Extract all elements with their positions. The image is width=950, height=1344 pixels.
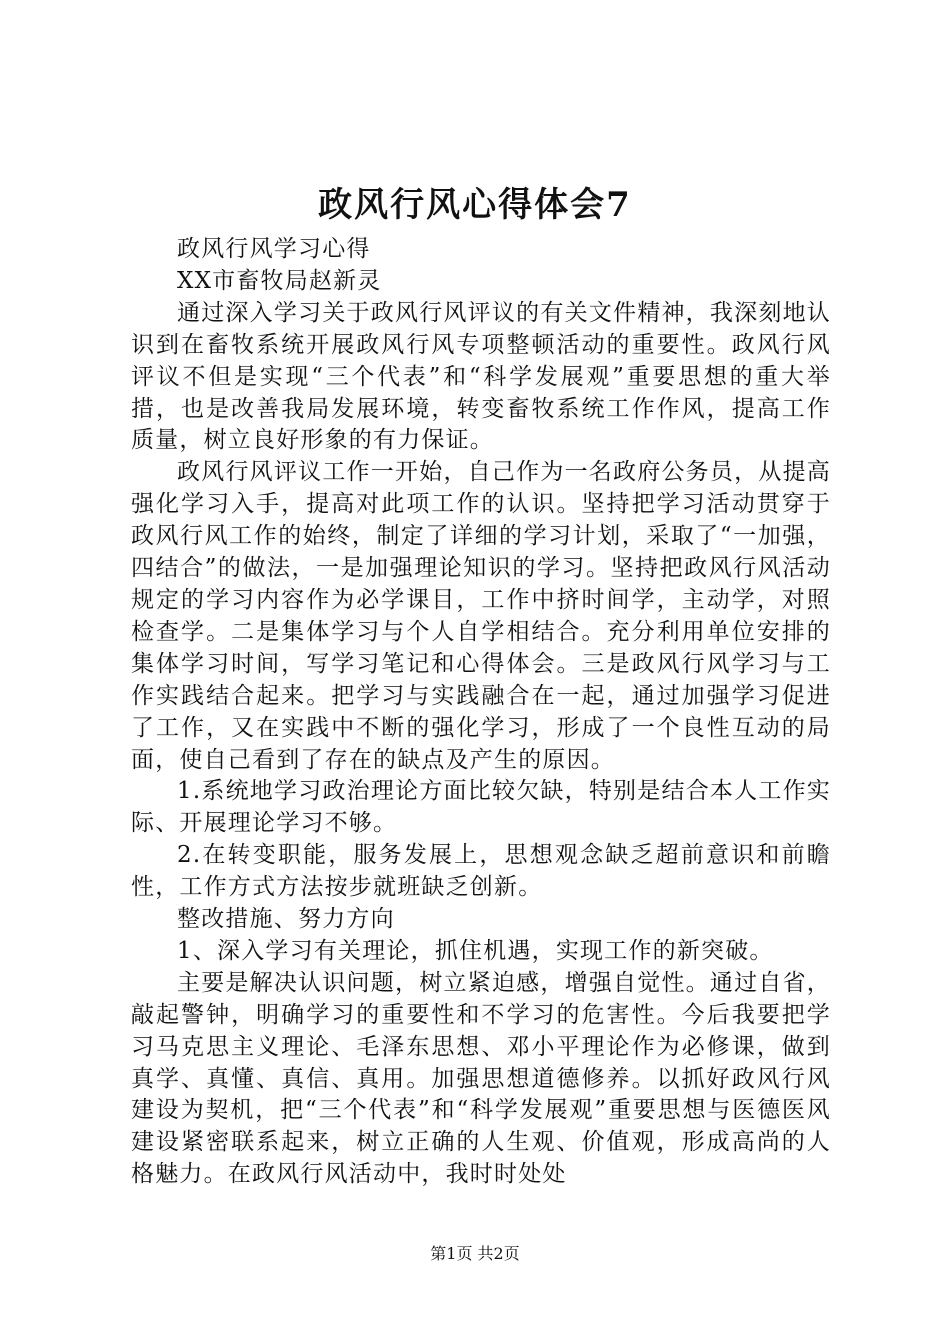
section-heading: 整改措施、努力方向 xyxy=(177,906,395,933)
section-heading: 政风行风学习心得 xyxy=(177,236,371,262)
body-paragraph: 主要是解决认识问题，树立紧迫感，增强自觉性。通过自省，敲起警钟，明确学习的重要性和不学习的危害性。今后我要把学习马克思主义理论、毛泽东思想、邓小平理论作为必修课，做到真学、真懂、真信、真用。加强思想道德修养。以抓好政风行风建设为契机，把“三个代表”和“科学发展观”重要思想与医德医风建设紧密联系起来，树立正确的人生观、价值观，形成高尚的人格魅力。在政风行风活动中，我时时处处 xyxy=(131,969,831,1188)
list-item: 1、深入学习有关理论，抓住机遇，实现工作的新突破。 xyxy=(177,937,774,964)
list-item: 2.在转变职能，服务发展上，思想观念缺乏超前意识和前瞻性，工作方式方法按步就班缺乏创新。 xyxy=(131,842,831,901)
document-body xyxy=(131,234,831,1191)
document-title: 政风行风心得体会7 xyxy=(318,185,632,225)
author-line: XX市畜牧局赵新灵 xyxy=(177,267,382,294)
body-paragraph: 政风行风评议工作一开始，自己作为一名政府公务员，从提高强化学习入手，提高对此项工作的认识。坚持把学习活动贯穿于政风行风工作的始终，制定了详细的学习计划，采取了“一加强，四结合”的做法，一是加强理论知识的学习。坚持把政风行风活动规定的学习内容作为必学课目，工作中挤时间学，主动学，对照检查学。二是集体学习与个人自学相结合。充分利用单位安排的集体学习时间，写学习笔记和心得体会。三是政风行风学习与工作实践结合起来。把学习与实践融合在一起，通过加强学习促进了工作，又在实践中不断的强化学习，形成了一个良性互动的局面，使自己看到了存在的缺点及产生的原因。 xyxy=(131,459,831,773)
page-footer: 第1页 共2页 xyxy=(430,1244,520,1263)
list-item: 1.系统地学习政治理论方面比较欠缺，特别是结合本人工作实际、开展理论学习不够。 xyxy=(131,778,831,837)
body-paragraph: 通过深入学习关于政风行风评议的有关文件精神，我深刻地认识到在畜牧系统开展政风行风专项整顿活动的重要性。政风行风评议不但是实现“三个代表”和“科学发展观”重要思想的重大举措，也是改善我局发展环境，转变畜牧系统工作作风，提高工作质量，树立良好形象的有力保证。 xyxy=(131,299,831,454)
